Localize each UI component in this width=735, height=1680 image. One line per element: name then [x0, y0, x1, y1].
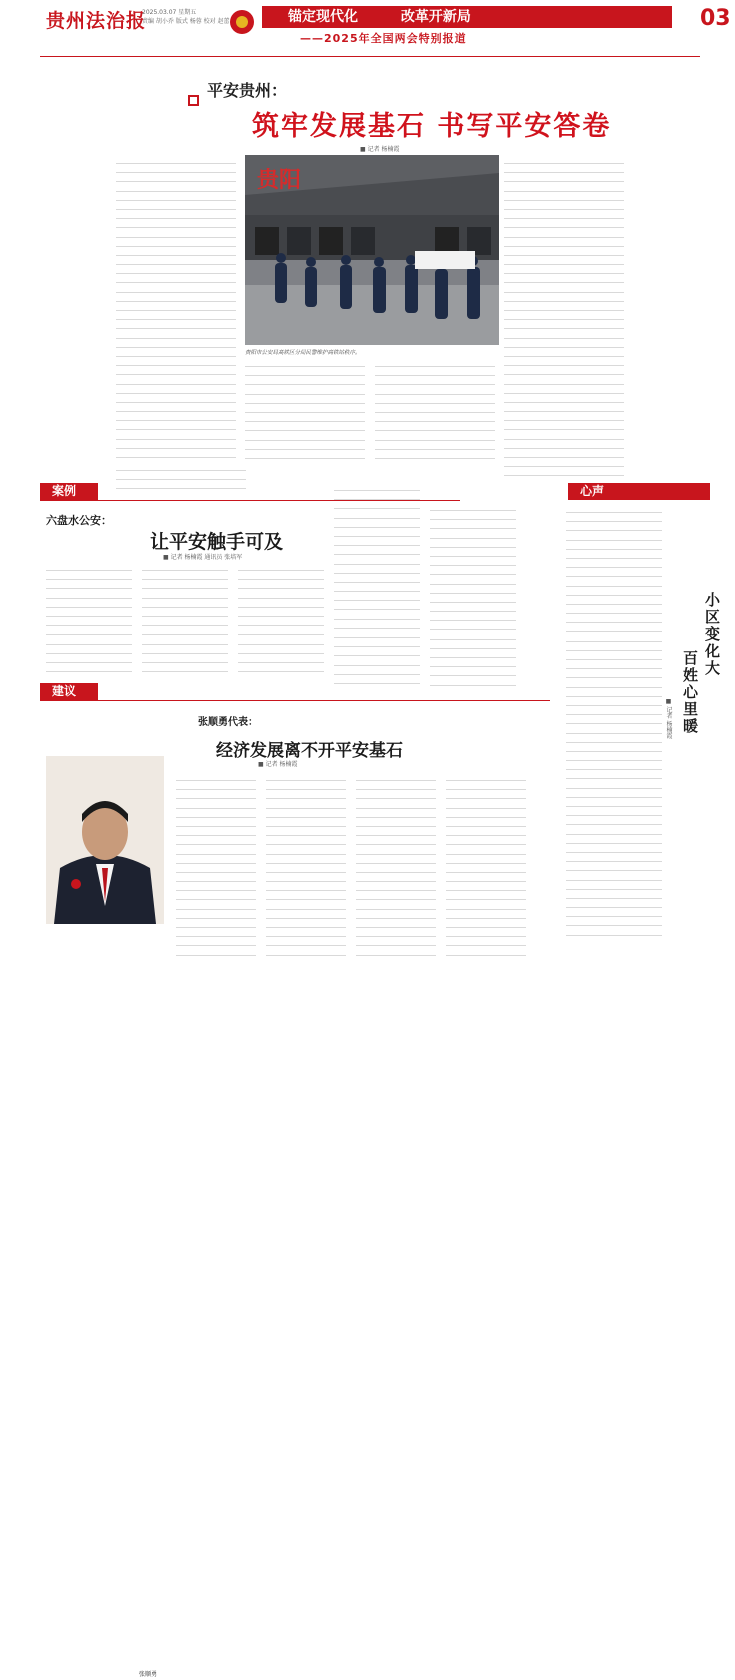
tab-suggestion: 建议 — [40, 683, 98, 700]
lead-photo — [245, 155, 499, 345]
suggestion-text-col-2 — [266, 780, 346, 964]
banner-subtitle: ——2025年全国两会特别报道 — [300, 32, 467, 45]
suggestion-rule — [40, 700, 550, 701]
tab-case: 案例 — [40, 483, 98, 500]
lead-text-column-1b — [116, 470, 246, 498]
lead-text-column-4 — [504, 163, 624, 485]
newspaper-logo: 贵州法治报 — [46, 10, 147, 32]
section-label: 平安贵州： — [207, 81, 288, 100]
special-banner — [262, 6, 672, 28]
suggestion-text-col-1 — [176, 780, 256, 964]
tab-heart: 心声 — [568, 483, 710, 500]
issue-date: 2025.03.07 星期五 — [142, 9, 197, 16]
section-marker — [188, 95, 199, 106]
case-text-col-2 — [142, 570, 228, 680]
page-number: 03 — [700, 6, 731, 31]
lead-text-column-2 — [245, 366, 365, 467]
lead-text-column-1 — [116, 163, 236, 466]
suggestion-text-col-4 — [446, 780, 526, 964]
case-byline: ■ 记者 杨楠霞 通讯员 张培军 — [163, 554, 243, 561]
photo-sign: 贵阳 — [257, 167, 302, 193]
heart-title-2: 百姓心里暖 — [681, 650, 699, 735]
lead-headline: 筑牢发展基石 书写平安答卷 — [252, 111, 612, 142]
portrait-photo — [46, 756, 164, 924]
suggestion-title: 经济发展离不开平安基石 — [216, 741, 403, 761]
national-emblem-icon — [230, 10, 254, 34]
masthead — [0, 0, 735, 45]
suggestion-text-col-3 — [356, 780, 436, 964]
case-text-col-1 — [46, 570, 132, 680]
portrait-name-tag: 张顺勇 — [112, 1670, 184, 1680]
case-location: 六盘水公安： — [46, 514, 112, 527]
representative-portrait — [46, 756, 164, 1678]
heart-title-1: 小区变化大 — [703, 592, 721, 677]
heart-text — [566, 512, 662, 944]
case-text-col-4 — [334, 490, 420, 692]
photo-caption: 贵阳市公安局高铁区分局民警维护高铁站秩序。 — [245, 350, 361, 356]
case-text-col-3 — [238, 570, 324, 680]
heart-byline: ■ 记者 杨楠霞 — [665, 698, 672, 739]
top-rule — [40, 56, 700, 57]
lead-byline: ■ 记者 杨楠霞 — [360, 146, 400, 153]
case-title: 让平安触手可及 — [150, 531, 284, 553]
lead-text-column-3 — [375, 366, 495, 467]
issue-info — [142, 8, 230, 26]
banner-right: 改革开新局 — [400, 9, 471, 25]
banner-left: 锚定现代化 — [288, 9, 358, 25]
suggestion-person: 张顺勇代表： — [198, 717, 258, 728]
case-text-col-5 — [430, 510, 516, 694]
issue-editors: 责编 胡小乔 版式 杨蓉 校对 赵蕾 — [142, 18, 230, 25]
suggestion-byline: ■ 记者 杨楠霞 — [258, 761, 298, 768]
